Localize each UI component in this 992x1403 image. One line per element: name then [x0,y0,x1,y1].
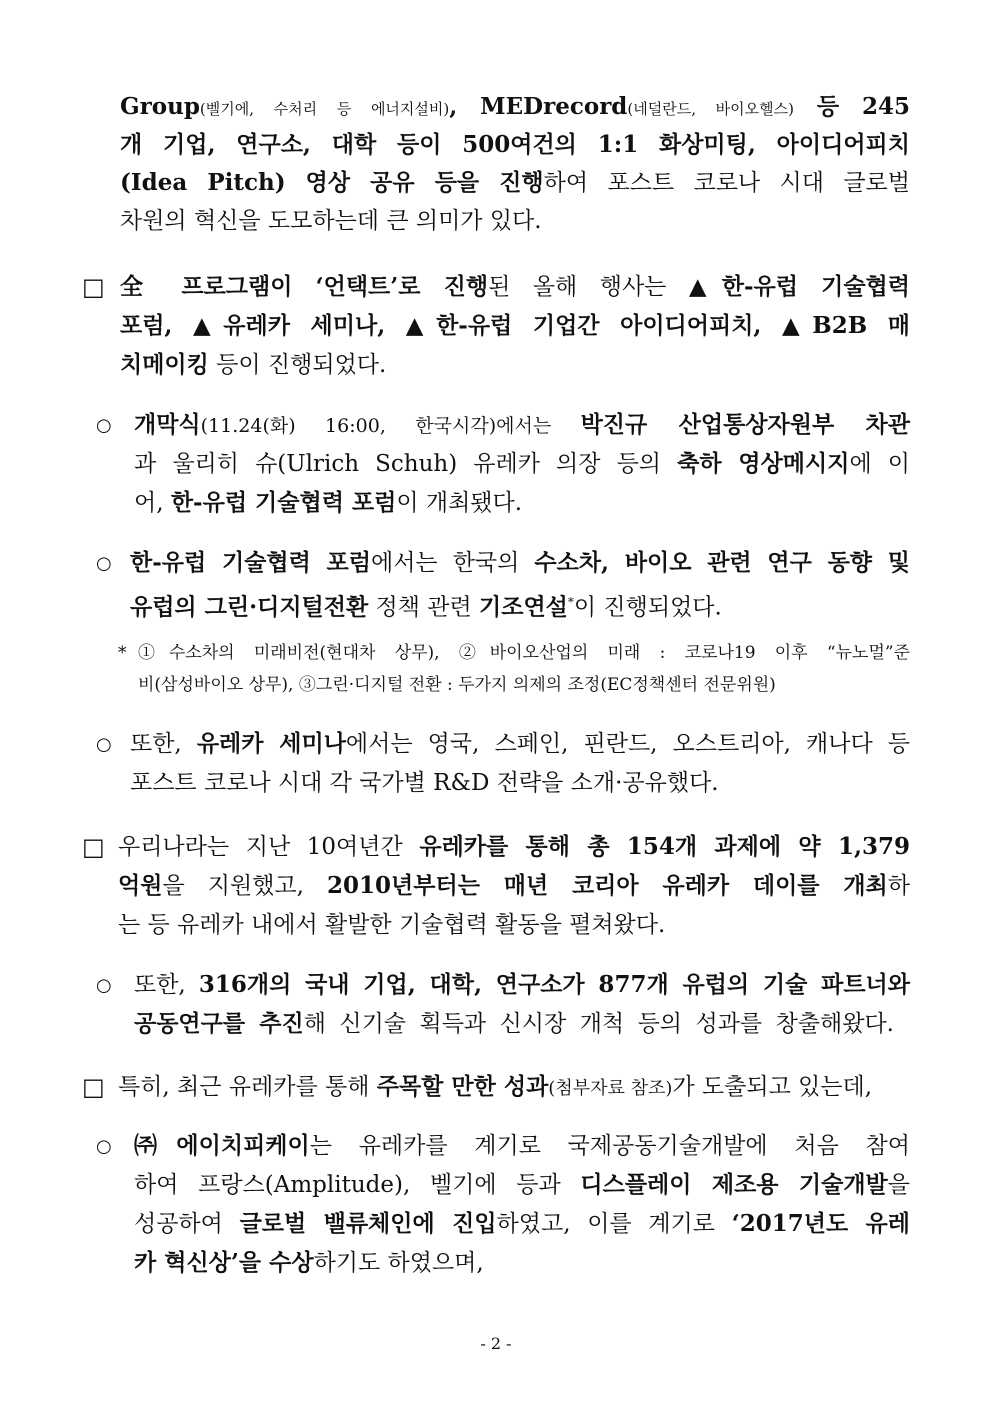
square-bullet-icon: □ [82,273,105,301]
page-number: - 2 - [480,1334,512,1353]
square-bullet-icon: □ [82,833,105,861]
square-bullet-icon: □ [82,1073,105,1101]
circle-bullet-icon: ○ [96,553,112,574]
circle-bullet-icon: ○ [96,734,112,755]
circle-bullet-icon: ○ [96,975,112,996]
circle-bullet-icon: ○ [96,415,112,436]
document-page: Group(벨기에, 수처리 등 에너지설비), MEDrecord(네덜란드, 바이오헬스) 등 245 개 기업, 연구소, 대학 등이 500여건의 1:1 화상미팅, 아이디어피치 (Idea Pitch) 영상 공유 등을 진행하여 포스트 코로나 시대 글로벌 차원의 혁신을 도모하는데 큰 의미가 있다. □ 全 프로그램이 ‘언택트’로 진행된 올해 행사는 ▲한-유럽 기술협력 포럼, ▲유레카 세미나, ▲한-유럽 기업간 아이디어피치, ▲B2B 매 치메이킹 등이 진행되었다. ○ 개막식(11.24(화) 16:00, 한국시각)에서는 박진규 산업통상자원부 차관 과 울리히 슈(Ulrich Schuh) 유레카 의장 등의 축하 영상메시지에 이 어, 한-유럽 기술협력 포럼이 개최됐다. ○ 한-유럽 기술협력 포럼에서는 한국의 수소차, 바이오 관련 연구 동향 및 유럽의 그린·디지털전환 정책 관련 기조연설*이 진행되었다. * ①수소차의 미래비전(현대차 상무), ②바이오산업의 미래 : 코로나19 이후 “뉴노멀”준 비(삼성바이오 상무), ③그린·디지털 전환 : 두가지 의제의 조정(EC정책센터 전문위원) ○ 또한, 유레카 세미나에서는 영국, 스페인, 핀란드, 오스트리아, 캐나다 등 포스트 코로나 시대 각 국가별 R&D 전략을 소개·공유했다. □ 우리나라는 지난 10여년간 유레카를 통해 총 154개 과제에 약 1,379 억원을 지원했고, 2010년부터는 매년 코리아 유레카 데이를 개최하 는 등 유레카 내에서 활발한 기술협력 활동을 펼쳐왔다. ○ 또한, 316개의 국내 기업, 대학, 연구소가 877개 유럽의 기술 파트너와 공동연구를 추진해 신기술 획득과 신시장 개척 등의 성과를 창출해왔다. □ 특히, 최근 유레카를 통해 주목할 만한 성과(첨부자료 참조)가 도출되고 있는데, ○ ㈜에이치피케이는 유레카를 계기로 국제공동기술개발에 처음 참여 하여 프랑스(Amplitude), 벨기에 등과 디스플레이 제조용 기술개발을 성공하여 글로벌 밸류체인에 진입하였고, 이를 계기로 ‘2017년도 유레 카 혁신상’을 수상하기도 하였으며, - 2 - [0,0,992,1403]
circle-bullet-icon: ○ [96,1136,112,1157]
